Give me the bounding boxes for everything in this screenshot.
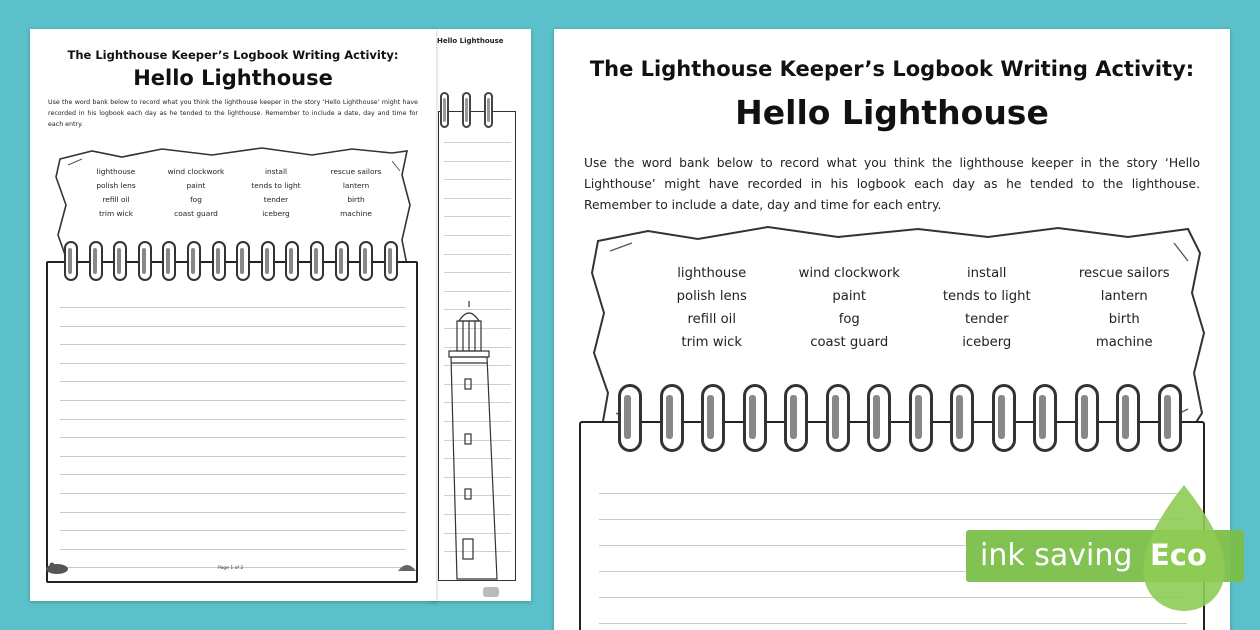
worksheet-subtitle: Hello Lighthouse (133, 66, 333, 90)
writing-line (60, 530, 406, 531)
word-bank-word: lighthouse (677, 266, 747, 281)
spiral-ring-icon (236, 241, 250, 281)
word-bank-word: birth (1108, 312, 1140, 327)
word-bank-word: polish lens (96, 181, 136, 190)
writing-line (60, 363, 406, 364)
sponsor-badge-icon (396, 559, 418, 573)
publisher-logo-icon (483, 587, 499, 597)
eco-badge-label: ink saving (980, 538, 1133, 573)
writing-line (60, 474, 406, 475)
worksheet-page-1-preview (30, 29, 436, 601)
spiral-ring-icon (784, 384, 808, 452)
word-bank-word: birth (347, 195, 365, 204)
writing-line (60, 493, 406, 494)
writing-line (60, 307, 406, 308)
spiral-ring-icon (1075, 384, 1099, 452)
spiral-ring-icon (992, 384, 1016, 452)
spiral-ring-icon (909, 384, 933, 452)
writing-line (444, 198, 511, 199)
word-bank-word: machine (340, 209, 372, 218)
spiral-ring-icon (660, 384, 684, 452)
writing-line (599, 623, 1187, 624)
lighthouse-illustration (439, 299, 499, 589)
writing-line (60, 400, 406, 401)
word-bank-word: lighthouse (96, 167, 136, 176)
spiral-ring-icon (440, 92, 449, 128)
writing-line (60, 326, 406, 327)
word-bank-word: trim wick (681, 335, 743, 350)
spiral-ring-icon (261, 241, 275, 281)
ink-saving-eco-badge (966, 483, 1244, 613)
worksheet-instructions: Use the word bank below to record what you think the lighthouse keeper in the story ‘Hello Lighthouse’ might have recorded in his logbook each day as he tended to the lighthouse. Remember to include a date, day and time for each entry. (48, 99, 418, 128)
writing-line (444, 142, 511, 143)
spiral-ring-icon (138, 241, 152, 281)
spiral-ring-icon (187, 241, 201, 281)
writing-line (444, 272, 511, 273)
spiral-ring-icon (743, 384, 767, 452)
writing-line (444, 161, 511, 162)
back-page-title: Hello Lighthouse (437, 37, 504, 45)
worksheet-subtitle: Hello Lighthouse (735, 93, 1049, 132)
writing-line (444, 216, 511, 217)
word-bank-word: wind clockwork (167, 167, 225, 176)
spiral-ring-icon (484, 92, 493, 128)
spiral-ring-icon (89, 241, 103, 281)
word-bank-word: paint (832, 289, 867, 304)
word-bank-word: polish lens (676, 289, 747, 304)
spiral-ring-icon (1116, 384, 1140, 452)
spiral-ring-icon (113, 241, 127, 281)
word-bank-word: rescue sailors (330, 167, 382, 176)
word-bank-word: iceberg (962, 335, 1012, 350)
spiral-ring-icon (826, 384, 850, 452)
worksheet-title: The Lighthouse Keeper’s Logbook Writing Activity: (67, 48, 399, 62)
word-bank-word: wind clockwork (798, 266, 900, 281)
writing-line (444, 235, 511, 236)
worksheet-title: The Lighthouse Keeper’s Logbook Writing Activity: (589, 57, 1195, 81)
word-bank-word: rescue sailors (1078, 266, 1170, 281)
spiral-ring-icon (64, 241, 78, 281)
word-bank-word: refill oil (687, 312, 736, 327)
spiral-ring-icon (867, 384, 891, 452)
word-bank-word: lantern (1100, 289, 1148, 304)
spiral-ring-icon (618, 384, 642, 452)
spiral-ring-icon (359, 241, 373, 281)
word-bank-word: tender (964, 312, 1009, 327)
word-bank-word: install (967, 266, 1007, 281)
word-bank-word: tends to light (251, 181, 301, 190)
writing-line (60, 344, 406, 345)
word-bank-word: trim wick (99, 209, 133, 218)
word-bank-word: coast guard (174, 209, 218, 218)
spiral-ring-icon (384, 241, 398, 281)
notebook-lined-area (46, 261, 418, 583)
spiral-ring-icon (950, 384, 974, 452)
word-bank-word: fog (838, 312, 860, 327)
word-bank-word: machine (1095, 335, 1153, 350)
spiral-ring-icon (335, 241, 349, 281)
spiral-ring-icon (285, 241, 299, 281)
publisher-logo-icon (44, 561, 70, 575)
spiral-ring-icon (212, 241, 226, 281)
writing-line (444, 254, 511, 255)
spiral-ring-icon (162, 241, 176, 281)
word-bank-word: iceberg (262, 209, 290, 218)
spiral-ring-icon (701, 384, 725, 452)
word-bank-word: paint (186, 181, 206, 190)
writing-line (444, 291, 511, 292)
writing-line (60, 456, 406, 457)
eco-badge-tag: Eco (1150, 538, 1207, 572)
word-bank-word: refill oil (102, 195, 130, 204)
writing-line (444, 179, 511, 180)
spiral-ring-icon (310, 241, 324, 281)
word-bank-word: install (264, 167, 288, 176)
word-bank-word: coast guard (810, 335, 889, 350)
spiral-ring-icon (462, 92, 471, 128)
word-bank-word: fog (190, 195, 202, 204)
writing-line (60, 549, 406, 550)
word-bank-word: lantern (342, 181, 370, 190)
word-bank-grid (76, 167, 396, 218)
worksheet-instructions: Use the word bank below to record what you think the lighthouse keeper in the story ‘Hello Lighthouse’ might have recorded in his logbook each day as he tended to the lighthouse. Remember to include a date, day and time for each entry. (584, 156, 1200, 212)
word-bank-grid (643, 266, 1193, 350)
writing-line (60, 512, 406, 513)
spiral-ring-icon (1158, 384, 1182, 452)
writing-line (60, 437, 406, 438)
worksheet-page-2-preview (431, 29, 531, 601)
writing-line (60, 381, 406, 382)
word-bank-word: tends to light (942, 289, 1031, 304)
spiral-ring-icon (1033, 384, 1057, 452)
page-number: Page 1 of 2 (218, 566, 244, 571)
word-bank-word: tender (263, 195, 289, 204)
writing-line (60, 419, 406, 420)
